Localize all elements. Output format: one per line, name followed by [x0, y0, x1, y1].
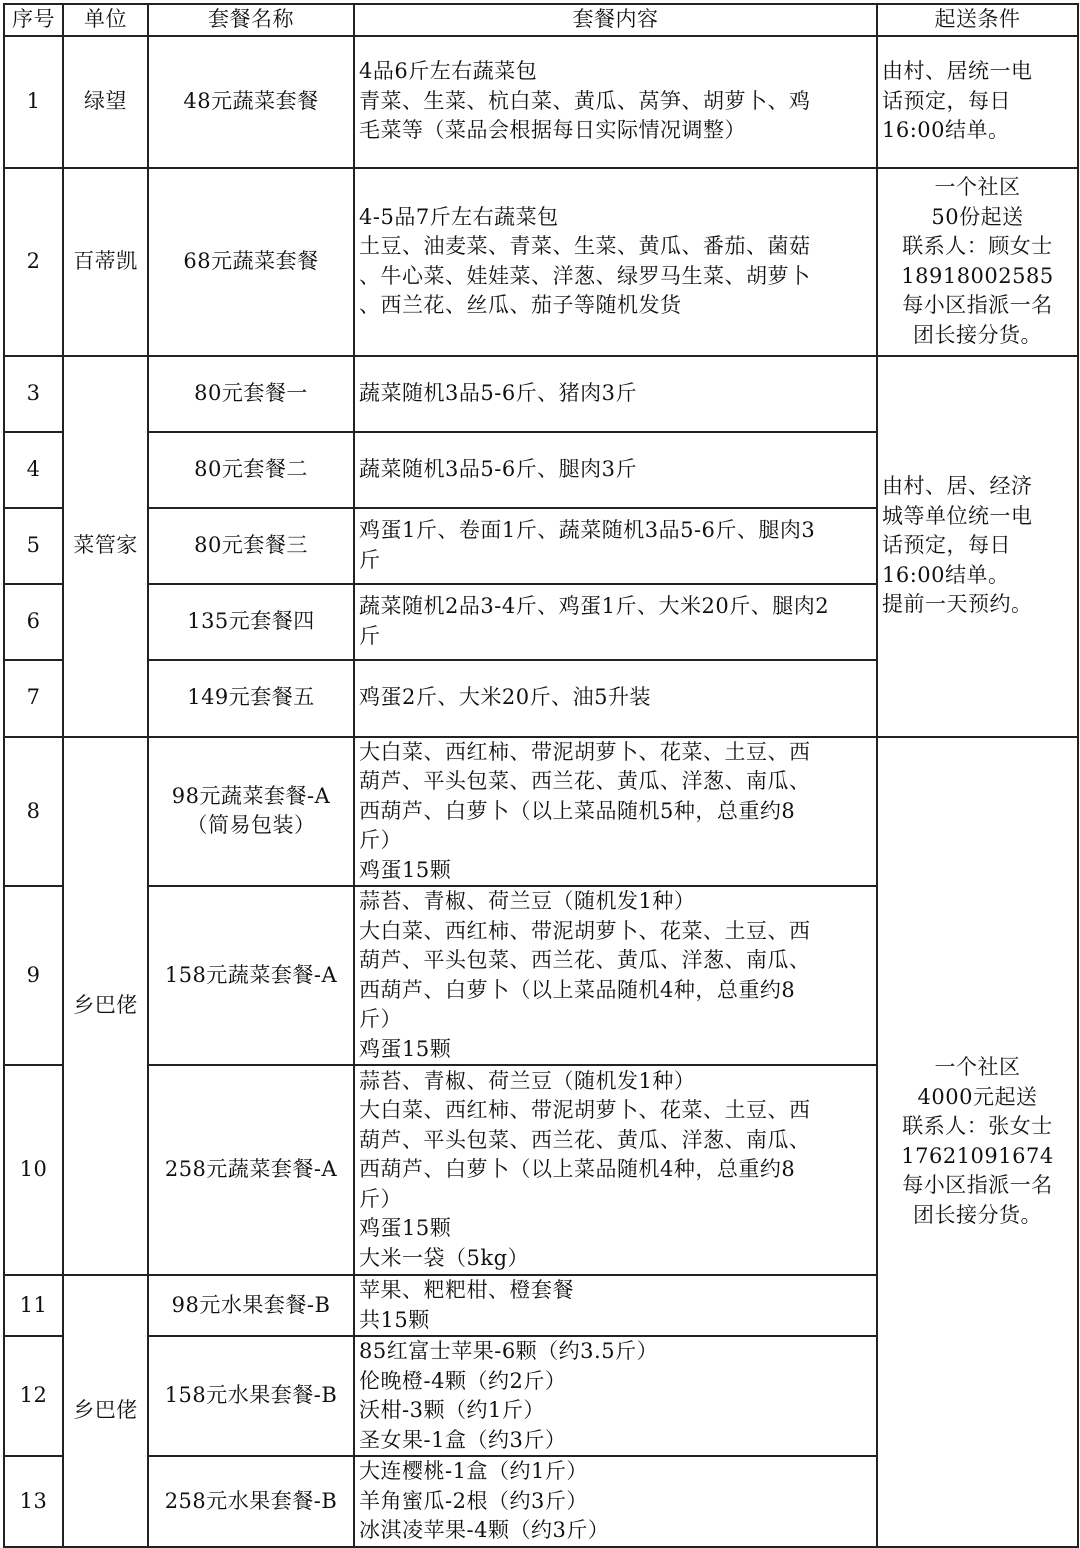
- package-name: [148, 584, 354, 660]
- package-name: [148, 356, 354, 432]
- package-content: [354, 886, 877, 1065]
- header-package-name: 套餐名称: [148, 4, 354, 36]
- content-line: 鸡蛋15颗: [359, 1036, 452, 1061]
- condition-line: 每小区指派一名: [902, 293, 1053, 317]
- package-name: [148, 1456, 354, 1547]
- row-number: 4: [4, 432, 63, 508]
- package-content: [354, 1336, 877, 1456]
- content-line: 大白菜、西红柿、带泥胡萝卜、花菜、土豆、西: [359, 918, 811, 943]
- package-table: [3, 3, 1079, 1548]
- content-line: 、牛心菜、娃娃菜、洋葱、绿罗马生菜、胡萝卜: [359, 263, 811, 288]
- package-name-line: 80元套餐三: [194, 532, 308, 557]
- content-line: 斤）: [359, 828, 402, 852]
- package-content: [354, 1456, 877, 1547]
- table-row: [4, 737, 1078, 887]
- content-line: 伦晚橙-4颗（约2斤）: [359, 1368, 567, 1393]
- content-line: 斤: [359, 547, 381, 572]
- row-number: 10: [4, 1065, 63, 1275]
- content-line: 4-5品7斤左右蔬菜包: [359, 204, 559, 229]
- condition-line: 联系人：张女士: [902, 1114, 1053, 1138]
- package-name-line: 158元蔬菜套餐-A: [164, 962, 338, 987]
- package-name-line: 135元套餐四: [187, 608, 315, 633]
- package-name-line: 158元水果套餐-B: [164, 1383, 338, 1408]
- table-row: [4, 168, 1078, 356]
- unit-name: 乡巴佬: [63, 737, 148, 1276]
- condition-line: 一个社区: [934, 1055, 1021, 1079]
- package-content: [354, 1275, 877, 1336]
- condition-line: 16:00结单。: [882, 118, 1010, 143]
- delivery-condition: [877, 36, 1078, 168]
- content-line: 鸡蛋15颗: [359, 1216, 452, 1241]
- package-content: [354, 356, 877, 432]
- table-row: [4, 36, 1078, 168]
- content-line: 冰淇凌苹果-4颗（约3斤）: [359, 1518, 610, 1542]
- package-content: [354, 508, 877, 584]
- package-content: [354, 168, 877, 356]
- package-content: [354, 1065, 877, 1275]
- package-name-line: 48元蔬菜套餐: [183, 88, 319, 113]
- row-number: 11: [4, 1275, 63, 1336]
- condition-line: 17621091674: [901, 1143, 1054, 1168]
- delivery-condition: [877, 356, 1078, 737]
- content-line: 蒜苔、青椒、荷兰豆（随机发1种）: [359, 1068, 696, 1093]
- header-row: [4, 4, 1078, 36]
- content-line: 西葫芦、白萝卜（以上菜品随机4种，总重约8: [359, 977, 796, 1002]
- content-line: 斤）: [359, 1007, 402, 1031]
- header-no: 序号: [4, 4, 63, 36]
- condition-line: 一个社区: [934, 175, 1021, 199]
- package-name-line: 149元套餐五: [187, 685, 315, 710]
- content-line: 鸡蛋1斤、卷面1斤、蔬菜随机3品5-6斤、腿肉3: [359, 518, 816, 542]
- package-name-line: 98元蔬菜套餐-A: [171, 783, 331, 808]
- package-name: [148, 1336, 354, 1456]
- condition-line: 城等单位统一电: [882, 503, 1033, 528]
- header-package-content: 套餐内容: [354, 4, 877, 36]
- content-line: 蔬菜随机2品3-4斤、鸡蛋1斤、大米20斤、腿肉2: [359, 594, 830, 618]
- package-content: [354, 660, 877, 737]
- table-row: [4, 356, 1078, 432]
- content-line: 苹果、粑粑柑、橙套餐: [359, 1278, 574, 1302]
- header-delivery-condition: 起送条件: [877, 4, 1078, 36]
- package-name: [148, 36, 354, 168]
- package-content: [354, 737, 877, 887]
- condition-line: 话预定，每日: [882, 533, 1011, 558]
- content-line: 鸡蛋2斤、大米20斤、油5升装: [359, 685, 651, 710]
- content-line: 斤: [359, 623, 381, 648]
- package-name-line: 80元套餐二: [194, 456, 308, 481]
- condition-line: 4000元起送: [917, 1084, 1038, 1109]
- content-line: 土豆、油麦菜、青菜、生菜、黄瓜、番茄、菌菇: [359, 234, 811, 258]
- content-line: 毛菜等（菜品会根据每日实际情况调整）: [359, 118, 746, 143]
- row-number: 5: [4, 508, 63, 584]
- package-content: [354, 36, 877, 168]
- condition-line: 由村、居统一电: [882, 59, 1033, 84]
- content-line: 西葫芦、白萝卜（以上菜品随机5种，总重约8: [359, 798, 796, 823]
- content-line: 葫芦、平头包菜、西兰花、黄瓜、洋葱、南瓜、: [359, 948, 811, 972]
- condition-line: 提前一天预约。: [882, 592, 1033, 617]
- content-line: 鸡蛋15颗: [359, 857, 452, 882]
- row-number: 7: [4, 660, 63, 737]
- content-line: 4品6斤左右蔬菜包: [359, 59, 538, 84]
- package-name: [148, 886, 354, 1065]
- delivery-condition: [877, 737, 1078, 1547]
- package-name-line: 258元水果套餐-B: [164, 1488, 338, 1513]
- package-name: [148, 508, 354, 584]
- condition-line: 由村、居、经济: [882, 474, 1033, 499]
- row-number: 1: [4, 36, 63, 168]
- delivery-condition: [877, 168, 1078, 356]
- package-name-line: 98元水果套餐-B: [171, 1292, 331, 1317]
- package-name-line: 258元蔬菜套餐-A: [164, 1157, 338, 1182]
- condition-line: 18918002585: [901, 263, 1054, 288]
- condition-line: 16:00结单。: [882, 562, 1010, 587]
- content-line: 蔬菜随机3品5-6斤、猪肉3斤: [359, 380, 638, 405]
- header-unit: 单位: [63, 4, 148, 36]
- row-number: 12: [4, 1336, 63, 1456]
- unit-name: 乡巴佬: [63, 1275, 148, 1547]
- package-name: [148, 737, 354, 887]
- package-name-line: 80元套餐一: [194, 380, 308, 405]
- content-line: 蒜苔、青椒、荷兰豆（随机发1种）: [359, 889, 696, 913]
- row-number: 2: [4, 168, 63, 356]
- content-line: 共15颗: [359, 1307, 430, 1332]
- unit-name: 百蒂凯: [63, 168, 148, 356]
- condition-line: 话预定，每日: [882, 88, 1011, 113]
- condition-line: 50份起送: [931, 204, 1024, 229]
- row-number: 3: [4, 356, 63, 432]
- package-name-line: （简易包装）: [186, 813, 316, 838]
- content-line: 大白菜、西红柿、带泥胡萝卜、花菜、土豆、西: [359, 1098, 811, 1123]
- content-line: 大连樱桃-1盒（约1斤）: [359, 1459, 588, 1483]
- content-line: 羊角蜜瓜-2根（约3斤）: [359, 1488, 588, 1513]
- package-name: [148, 168, 354, 356]
- content-line: 、西兰花、丝瓜、茄子等随机发货: [359, 293, 682, 317]
- content-line: 圣女果-1盒（约3斤）: [359, 1427, 567, 1452]
- row-number: 13: [4, 1456, 63, 1547]
- package-content: [354, 584, 877, 660]
- package-name: [148, 1065, 354, 1275]
- row-number: 6: [4, 584, 63, 660]
- unit-name: 绿望: [63, 36, 148, 168]
- content-line: 大米一袋（5kg）: [359, 1245, 530, 1270]
- condition-line: 联系人：顾女士: [902, 234, 1053, 258]
- content-line: 青菜、生菜、杭白菜、黄瓜、莴笋、胡萝卜、鸡: [359, 88, 811, 113]
- content-line: 葫芦、平头包菜、西兰花、黄瓜、洋葱、南瓜、: [359, 1127, 811, 1152]
- content-line: 大白菜、西红柿、带泥胡萝卜、花菜、土豆、西: [359, 739, 811, 764]
- condition-line: 团长接分货。: [913, 322, 1042, 347]
- package-name: [148, 432, 354, 508]
- row-number: 8: [4, 737, 63, 887]
- content-line: 85红富士苹果-6颗（约3.5斤）: [359, 1339, 659, 1363]
- unit-name: 菜管家: [63, 356, 148, 737]
- content-line: 蔬菜随机3品5-6斤、腿肉3斤: [359, 456, 638, 481]
- content-line: 西葫芦、白萝卜（以上菜品随机4种，总重约8: [359, 1157, 796, 1182]
- content-line: 葫芦、平头包菜、西兰花、黄瓜、洋葱、南瓜、: [359, 769, 811, 793]
- row-number: 9: [4, 886, 63, 1065]
- content-line: 沃柑-3颗（约1斤）: [359, 1398, 545, 1422]
- package-name-line: 68元蔬菜套餐: [183, 248, 319, 273]
- package-content: [354, 432, 877, 508]
- content-line: 斤）: [359, 1186, 402, 1211]
- package-name: [148, 1275, 354, 1336]
- condition-line: 团长接分货。: [913, 1202, 1042, 1227]
- package-name: [148, 660, 354, 737]
- condition-line: 每小区指派一名: [902, 1173, 1053, 1197]
